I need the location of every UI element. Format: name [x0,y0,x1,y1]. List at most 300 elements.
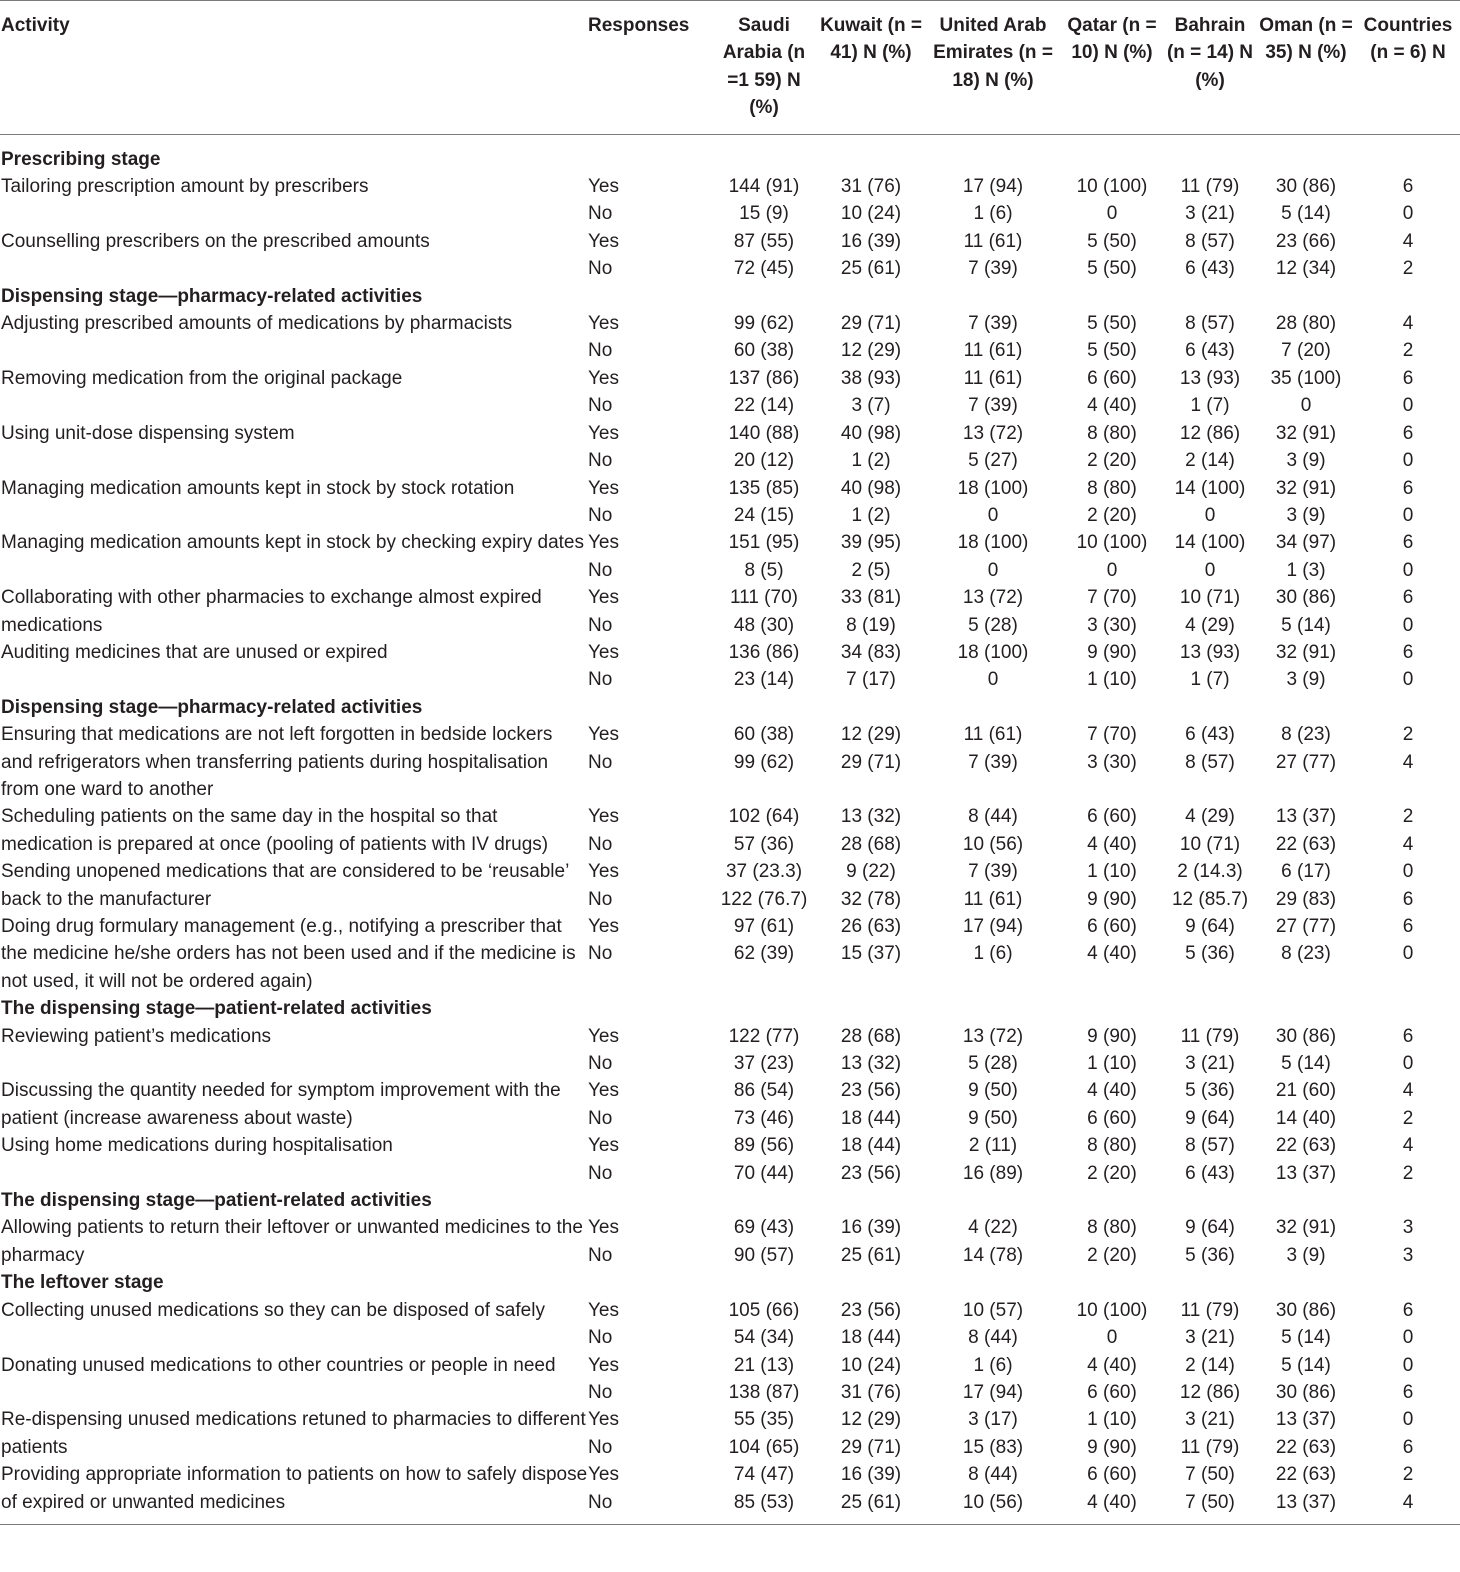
saudi-arabia-cell-yes: 111 (70) [730,587,798,609]
bahrain-cell-yes: 12 (86) [1179,422,1241,444]
countries-cell-yes: 3 [1402,1217,1414,1239]
saudi-arabia-cell-yes: 151 (95) [728,532,800,554]
section-title: Dispensing stage—pharmacy-related activities [1,285,423,307]
responses-cell [588,1461,712,1524]
kuwait-cell-yes: 29 (71) [840,313,902,335]
qatar-cell [1060,1023,1164,1078]
responses-cell [588,858,712,913]
bahrain-cell [1164,1023,1256,1078]
bahrain-cell [1164,228,1256,283]
uae-cell-no: 5 (28) [968,1053,1018,1075]
qatar-cell-no: 2 (20) [1087,504,1137,526]
countries-cell-no: 0 [1402,614,1414,636]
header-row [0,1,1460,135]
qatar-cell-no: 5 (50) [1087,258,1137,280]
countries-cell-yes: 6 [1402,477,1414,499]
uae-cell [926,365,1060,420]
countries-cell [1356,228,1460,283]
kuwait-cell [816,1352,926,1407]
activity-cell: Donating unused medications to other countries or people in need [1,1354,556,1376]
kuwait-cell-yes: 18 (44) [840,1135,902,1157]
oman-cell [1256,858,1356,913]
uae-cell [926,1352,1060,1407]
responses-cell [588,365,712,420]
responses-cell-no: No [588,614,613,636]
oman-cell-yes: 6 (17) [1281,861,1331,883]
countries-cell [1356,721,1460,803]
responses-cell-no: No [588,258,613,280]
uae-cell-no: 9 (50) [968,1107,1018,1129]
kuwait-cell [816,1132,926,1187]
countries-cell [1356,858,1460,913]
bahrain-cell-no: 10 (71) [1179,833,1241,855]
uae-cell-yes: 1 (6) [973,1354,1013,1376]
bahrain-cell [1164,365,1256,420]
activity-cell: Collecting unused medications so they can be disposed of safely [1,1299,545,1321]
oman-cell-yes: 13 (37) [1275,806,1337,828]
oman-cell-no: 5 (14) [1281,1327,1331,1349]
bahrain-cell-no: 0 [1204,504,1216,526]
activity-cell: Discussing the quantity needed for symptom improvement with the patient (increase awareness about waste) [1,1080,561,1129]
responses-cell-no: No [588,833,613,855]
uae-cell [926,639,1060,694]
kuwait-cell-no: 18 (44) [840,1327,902,1349]
bahrain-cell [1164,310,1256,365]
saudi-arabia-cell-yes: 55 (35) [733,1409,795,1431]
bahrain-cell-yes: 14 (100) [1174,532,1246,554]
qatar-cell [1060,584,1164,639]
saudi-arabia-cell-no: 122 (76.7) [720,888,808,910]
table-row [0,913,1460,995]
section-header-row [0,1187,1460,1214]
saudi-arabia-cell-no: 24 (15) [733,504,795,526]
saudi-arabia-cell [712,1406,816,1461]
kuwait-cell-yes: 16 (39) [840,1217,902,1239]
kuwait-cell [816,584,926,639]
countries-cell [1356,913,1460,995]
table-row [0,173,1460,228]
countries-cell [1356,1023,1460,1078]
countries-cell-no: 6 [1402,1436,1414,1458]
table-row [0,420,1460,475]
saudi-arabia-cell-no: 22 (14) [733,395,795,417]
oman-cell [1256,529,1356,584]
bahrain-cell-yes: 11 (79) [1180,1025,1240,1047]
uae-cell [926,173,1060,228]
countries-cell-no: 0 [1402,450,1414,472]
countries-cell-yes: 6 [1402,532,1414,554]
activity-cell: Counselling prescribers on the prescribed amounts [1,230,430,252]
uae-cell-yes: 11 (61) [963,230,1023,252]
countries-cell-yes: 2 [1402,1464,1414,1486]
section-header-row [0,694,1460,721]
responses-cell [588,803,712,858]
responses-cell [588,1023,712,1078]
section-title: The dispensing stage—patient-related activities [1,1190,432,1212]
bahrain-cell [1164,1406,1256,1461]
oman-cell-yes: 22 (63) [1275,1464,1337,1486]
uae-cell [926,529,1060,584]
bahrain-cell-no: 11 (79) [1180,1436,1240,1458]
qatar-cell [1060,1132,1164,1187]
responses-cell [588,1406,712,1461]
uae-cell [926,475,1060,530]
saudi-arabia-cell [712,721,816,803]
oman-cell [1256,1461,1356,1524]
table-row [0,584,1460,639]
activity-cell: Using home medications during hospitalisation [1,1135,393,1157]
oman-cell-yes: 21 (60) [1275,1080,1337,1102]
table-row [0,1352,1460,1407]
responses-cell-yes: Yes [588,1080,619,1102]
section-title: Prescribing stage [1,148,161,170]
bahrain-cell-yes: 13 (93) [1179,641,1241,663]
uae-cell [926,1132,1060,1187]
saudi-arabia-cell-no: 104 (65) [728,1436,800,1458]
saudi-arabia-cell-yes: 140 (88) [728,422,800,444]
uae-cell-yes: 7 (39) [968,861,1018,883]
kuwait-cell-no: 18 (44) [840,1107,902,1129]
uae-cell-yes: 4 (22) [968,1217,1018,1239]
responses-cell-yes: Yes [588,1025,619,1047]
uae-cell [926,1077,1060,1132]
oman-cell [1256,913,1356,995]
oman-cell [1256,1406,1356,1461]
qatar-cell-yes: 7 (70) [1087,724,1137,746]
activity-cell: Auditing medicines that are unused or expired [1,641,388,663]
uae-cell-yes: 2 (11) [968,1135,1018,1157]
oman-cell [1256,1023,1356,1078]
oman-cell [1256,310,1356,365]
uae-cell-no: 8 (44) [968,1327,1018,1349]
bahrain-cell [1164,639,1256,694]
countries-cell [1356,365,1460,420]
header-activity: Activity [0,1,588,135]
header-uae: United Arab Emirates (n = 18) N (%) [926,1,1060,135]
saudi-arabia-cell [712,858,816,913]
kuwait-cell-no: 2 (5) [851,559,891,581]
kuwait-cell-yes: 23 (56) [840,1299,902,1321]
saudi-arabia-cell-yes: 60 (38) [733,724,795,746]
countries-cell-no: 0 [1402,559,1414,581]
saudi-arabia-cell [712,1297,816,1352]
saudi-arabia-cell-no: 90 (57) [733,1244,795,1266]
countries-cell-no: 6 [1402,1381,1414,1403]
qatar-cell [1060,913,1164,995]
saudi-arabia-cell-yes: 97 (61) [733,916,795,937]
uae-cell [926,913,1060,995]
qatar-cell-yes: 8 (80) [1087,1217,1137,1239]
responses-cell [588,1214,712,1269]
responses-cell-yes: Yes [588,313,619,335]
uae-cell [926,1023,1060,1078]
saudi-arabia-cell-yes: 89 (56) [733,1135,795,1157]
saudi-arabia-cell-no: 37 (23) [733,1053,795,1075]
activity-cell: Reviewing patient’s medications [1,1025,272,1047]
oman-cell-yes: 32 (91) [1275,1217,1337,1239]
saudi-arabia-cell-yes: 105 (66) [728,1299,800,1321]
qatar-cell-no: 9 (90) [1087,888,1137,910]
table-row [0,228,1460,283]
qatar-cell [1060,365,1164,420]
table-row [0,639,1460,694]
countries-cell-yes: 4 [1402,313,1414,335]
kuwait-cell-yes: 34 (83) [840,641,902,663]
saudi-arabia-cell-yes: 69 (43) [733,1217,795,1239]
kuwait-cell [816,228,926,283]
bahrain-cell [1164,173,1256,228]
qatar-cell-yes: 8 (80) [1087,1135,1137,1157]
oman-cell [1256,1132,1356,1187]
uae-cell-yes: 11 (61) [963,367,1023,389]
activity-cell: Providing appropriate information to patients on how to safely dispose of expired or unwanted medicines [0,1461,588,1524]
countries-cell-no: 0 [1402,203,1414,225]
bahrain-cell [1164,1077,1256,1132]
saudi-arabia-cell-yes: 21 (13) [733,1354,795,1376]
kuwait-cell-no: 23 (56) [840,1162,902,1184]
saudi-arabia-cell [712,1352,816,1407]
bahrain-cell [1164,1461,1256,1524]
responses-cell [588,913,712,995]
section-header-row [0,1269,1460,1296]
countries-cell-yes: 2 [1402,806,1414,828]
uae-cell-yes: 18 (100) [957,532,1029,554]
kuwait-cell-no: 12 (29) [840,340,902,362]
qatar-cell [1060,1406,1164,1461]
qatar-cell-no: 4 (40) [1087,943,1137,965]
countries-cell [1356,475,1460,530]
header-saudi-arabia: Saudi Arabia (n =1 59) N (%) [712,1,816,135]
countries-cell [1356,1352,1460,1407]
bahrain-cell-no: 4 (29) [1185,614,1235,636]
saudi-arabia-cell-no: 73 (46) [733,1107,795,1129]
kuwait-cell-yes: 10 (24) [840,1354,902,1376]
activity-cell: Allowing patients to return their leftover or unwanted medicines to the pharmacy [1,1217,583,1266]
oman-cell [1256,1297,1356,1352]
bahrain-cell-yes: 8 (57) [1185,313,1235,335]
header-qatar: Qatar (n = 10) N (%) [1060,1,1164,135]
responses-cell-yes: Yes [588,641,619,663]
responses-cell-no: No [588,751,613,773]
responses-cell-yes: Yes [588,587,619,609]
qatar-cell-no: 3 (30) [1087,614,1137,636]
saudi-arabia-cell [712,228,816,283]
countries-cell [1356,1214,1460,1269]
oman-cell [1256,1214,1356,1269]
responses-cell-no: No [588,1053,613,1075]
countries-cell [1356,1132,1460,1187]
countries-cell-no: 3 [1402,1244,1414,1266]
uae-cell [926,584,1060,639]
uae-cell-no: 5 (27) [968,450,1018,472]
qatar-cell-no: 6 (60) [1087,1381,1137,1403]
responses-cell [588,420,712,475]
countries-cell-no: 0 [1402,504,1414,526]
bahrain-cell-no: 6 (43) [1185,340,1235,362]
qatar-cell-no: 4 (40) [1087,1491,1137,1513]
kuwait-cell [816,639,926,694]
countries-cell-yes: 4 [1402,1080,1414,1102]
uae-cell-no: 1 (6) [973,943,1013,965]
responses-cell-no: No [588,1491,613,1513]
saudi-arabia-cell-no: 48 (30) [733,614,795,636]
oman-cell [1256,721,1356,803]
responses-cell-no: No [588,669,613,691]
kuwait-cell-no: 10 (24) [840,203,902,225]
kuwait-cell-yes: 33 (81) [840,587,902,609]
uae-cell-yes: 18 (100) [957,477,1029,499]
table-row [0,1406,1460,1461]
qatar-cell-yes: 5 (50) [1087,230,1137,252]
uae-cell-no: 1 (6) [973,203,1013,225]
qatar-cell-yes: 4 (40) [1087,1080,1137,1102]
qatar-cell [1060,1077,1164,1132]
uae-cell-no: 14 (78) [962,1244,1024,1266]
bahrain-cell [1164,1214,1256,1269]
oman-cell [1256,173,1356,228]
qatar-cell [1060,1352,1164,1407]
saudi-arabia-cell [712,1214,816,1269]
qatar-cell [1060,173,1164,228]
activity-cell: Adjusting prescribed amounts of medications by pharmacists [1,313,513,335]
qatar-cell-yes: 6 (60) [1087,367,1137,389]
countries-cell-no: 0 [1402,669,1414,691]
activity-cell: Managing medication amounts kept in stock by checking expiry dates [1,532,584,554]
oman-cell-no: 12 (34) [1275,258,1337,280]
uae-cell-yes: 13 (72) [962,587,1024,609]
table-row [0,1214,1460,1269]
responses-cell-no: No [588,340,613,362]
qatar-cell-yes: 6 (60) [1087,916,1137,937]
kuwait-cell-no: 3 (7) [851,395,891,417]
bahrain-cell-yes: 13 (93) [1179,367,1241,389]
uae-cell-yes: 8 (44) [968,806,1018,828]
saudi-arabia-cell [712,639,816,694]
kuwait-cell [816,420,926,475]
uae-cell-yes: 17 (94) [962,916,1024,937]
responses-cell-no: No [588,888,613,910]
kuwait-cell-no: 31 (76) [840,1381,902,1403]
qatar-cell [1060,1297,1164,1352]
bahrain-cell-yes: 10 (71) [1179,587,1241,609]
bahrain-cell-no: 9 (64) [1185,1107,1235,1129]
qatar-cell-yes: 10 (100) [1076,1299,1148,1321]
saudi-arabia-cell [712,913,816,995]
oman-cell-yes: 8 (23) [1281,724,1331,746]
bahrain-cell [1164,803,1256,858]
bahrain-cell-yes: 14 (100) [1174,477,1246,499]
kuwait-cell [816,310,926,365]
responses-cell-yes: Yes [588,916,619,937]
countries-cell-yes: 6 [1402,587,1414,609]
table-row [0,475,1460,530]
oman-cell-no: 3 (9) [1286,450,1326,472]
oman-cell-yes: 30 (86) [1275,1299,1337,1321]
oman-cell [1256,475,1356,530]
uae-cell-no: 7 (39) [968,751,1018,773]
kuwait-cell-yes: 16 (39) [840,1464,902,1486]
saudi-arabia-cell [712,173,816,228]
kuwait-cell-no: 1 (2) [851,504,891,526]
responses-cell-yes: Yes [588,532,619,554]
uae-cell-yes: 13 (72) [962,1025,1024,1047]
oman-cell-yes: 13 (37) [1275,1409,1337,1431]
responses-cell [588,1352,712,1407]
uae-cell [926,1297,1060,1352]
header-countries: Countries (n = 6) N [1356,1,1460,135]
bahrain-cell [1164,1297,1256,1352]
bahrain-cell-no: 3 (21) [1185,1053,1235,1075]
qatar-cell-no: 5 (50) [1087,340,1137,362]
qatar-cell [1060,475,1164,530]
kuwait-cell [816,1077,926,1132]
countries-cell-yes: 2 [1402,724,1414,746]
activity-cell: Ensuring that medications are not left forgotten in bedside lockers and refrigerators when transferring patients during hospitalisation from one ward to another [1,724,553,800]
oman-cell-no: 5 (14) [1281,203,1331,225]
oman-cell-yes: 34 (97) [1275,532,1337,554]
saudi-arabia-cell-yes: 99 (62) [733,313,795,335]
countries-cell-no: 4 [1402,833,1414,855]
countries-cell [1356,803,1460,858]
oman-cell-yes: 35 (100) [1270,367,1342,389]
saudi-arabia-cell [712,584,816,639]
table-row [0,365,1460,420]
kuwait-cell-no: 25 (61) [840,1244,902,1266]
oman-cell-yes: 32 (91) [1275,422,1337,444]
kuwait-cell [816,721,926,803]
countries-cell-no: 6 [1402,888,1414,910]
uae-cell-no: 0 [987,559,999,581]
saudi-arabia-cell-yes: 102 (64) [728,806,800,828]
oman-cell-no: 8 (23) [1281,943,1331,965]
qatar-cell [1060,858,1164,913]
table-row [0,803,1460,858]
responses-cell [588,1132,712,1187]
uae-cell-no: 16 (89) [962,1162,1024,1184]
countries-cell-yes: 6 [1402,367,1414,389]
uae-cell [926,1406,1060,1461]
bahrain-cell-no: 5 (36) [1185,943,1235,965]
responses-cell-no: No [588,450,613,472]
saudi-arabia-cell-no: 60 (38) [733,340,795,362]
bahrain-cell-no: 5 (36) [1185,1244,1235,1266]
qatar-cell-yes: 7 (70) [1087,587,1137,609]
section-header-row [0,283,1460,310]
bahrain-cell-no: 1 (7) [1190,395,1230,417]
countries-cell-no: 4 [1402,1491,1414,1513]
oman-cell-no: 5 (14) [1281,614,1331,636]
countries-cell-no: 0 [1402,1053,1414,1075]
oman-cell-yes: 27 (77) [1275,916,1337,937]
responses-cell-yes: Yes [588,477,619,499]
countries-cell-no: 0 [1402,1327,1414,1349]
oman-cell [1256,228,1356,283]
header-bahrain: Bahrain (n = 14) N (%) [1164,1,1256,135]
saudi-arabia-cell [712,1461,816,1524]
kuwait-cell-yes: 13 (32) [840,806,902,828]
kuwait-cell-yes: 12 (29) [840,724,902,746]
responses-cell [588,310,712,365]
bahrain-cell-no: 6 (43) [1185,1162,1235,1184]
bahrain-cell [1164,529,1256,584]
saudi-arabia-cell-no: 72 (45) [733,258,795,280]
uae-cell [926,803,1060,858]
kuwait-cell [816,913,926,995]
oman-cell [1256,1077,1356,1132]
bahrain-cell-yes: 11 (79) [1180,1299,1240,1321]
section-header-row [0,134,1460,173]
saudi-arabia-cell [712,803,816,858]
